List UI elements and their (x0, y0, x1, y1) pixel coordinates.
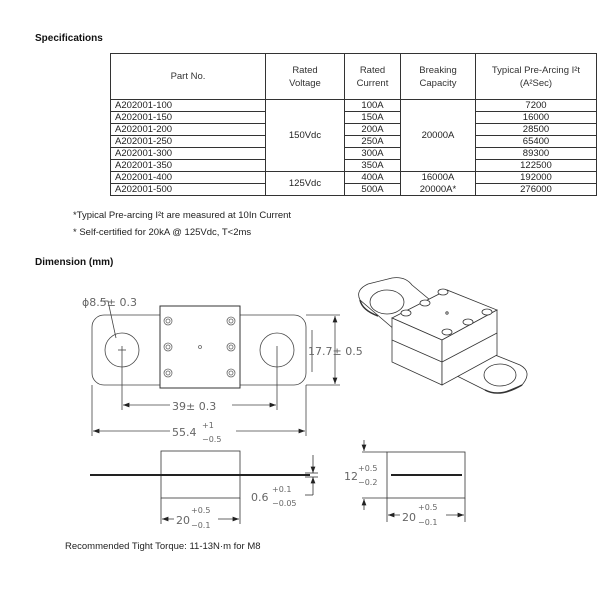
breaking-cell: 20000A (401, 100, 476, 172)
torque-note: Recommended Tight Torque: 11-13N·m for M8 (65, 541, 261, 552)
part-no-cell: A202001-250 (111, 136, 266, 148)
current-cell: 500A (345, 184, 401, 196)
current-cell: 200A (345, 124, 401, 136)
i2t-cell: 89300 (476, 148, 597, 160)
note-self-certified: * Self-certified for 20kA @ 125Vdc, T<2ms (73, 227, 252, 238)
header-pre-arcing: Typical Pre-Arcing I²t (A²Sec) (476, 54, 597, 100)
voltage-cell: 150Vdc (266, 100, 345, 172)
voltage-cell: 125Vdc (266, 172, 345, 196)
current-cell: 350A (345, 160, 401, 172)
header-rated-voltage: Rated Voltage (266, 54, 345, 100)
body-width-label: 20 (176, 514, 190, 527)
body-height-plus-label: +0.5 (358, 464, 378, 473)
side-width-plus-label: +0.5 (418, 503, 438, 512)
i2t-cell: 192000 (476, 172, 597, 184)
header-rated-current: Rated Current (345, 54, 401, 100)
side-width-label: 20 (402, 511, 416, 524)
thickness-label: 0.6 (251, 491, 269, 504)
i2t-cell: 7200 (476, 100, 597, 112)
part-no-cell: A202001-150 (111, 112, 266, 124)
part-no-cell: A202001-200 (111, 124, 266, 136)
dimension-heading: Dimension (mm) (35, 257, 114, 268)
part-no-cell: A202001-100 (111, 100, 266, 112)
current-cell: 300A (345, 148, 401, 160)
length-label: 55.4 (172, 426, 197, 439)
specifications-heading: Specifications (35, 33, 103, 44)
part-no-cell: A202001-350 (111, 160, 266, 172)
height-label: 17.7± 0.5 (308, 345, 363, 358)
note-pre-arcing: *Typical Pre-arcing I²t are measured at 10In Current (73, 210, 292, 221)
i2t-cell: 122500 (476, 160, 597, 172)
i2t-cell: 276000 (476, 184, 597, 196)
thickness-minus-label: −0.05 (272, 499, 297, 508)
part-no-cell: A202001-300 (111, 148, 266, 160)
side-width-minus-label: −0.1 (418, 518, 438, 527)
hole-diameter-label: ϕ8.5± 0.3 (82, 296, 137, 309)
body-height-minus-label: −0.2 (358, 478, 378, 487)
thickness-plus-label: +0.1 (272, 485, 292, 494)
i2t-cell: 16000 (476, 112, 597, 124)
length-minus-label: −0.5 (202, 435, 222, 444)
hole-spacing-label: 39± 0.3 (172, 400, 217, 413)
i2t-cell: 65400 (476, 136, 597, 148)
header-breaking-capacity: Breaking Capacity (401, 54, 476, 100)
body-width-plus-label: +0.5 (191, 506, 211, 515)
current-cell: 400A (345, 172, 401, 184)
top-view (92, 301, 340, 436)
current-cell: 100A (345, 100, 401, 112)
current-cell: 150A (345, 112, 401, 124)
body-height-label: 12 (344, 470, 358, 483)
i2t-cell: 28500 (476, 124, 597, 136)
length-plus-label: +1 (202, 421, 214, 430)
current-cell: 250A (345, 136, 401, 148)
isometric-view (359, 278, 527, 393)
part-no-cell: A202001-400 (111, 172, 266, 184)
part-no-cell: A202001-500 (111, 184, 266, 196)
breaking-cell: 16000A (401, 172, 476, 184)
body-width-minus-label: −0.1 (191, 521, 211, 530)
header-part-no: Part No. (111, 54, 266, 100)
breaking-cell: 20000A* (401, 184, 476, 196)
